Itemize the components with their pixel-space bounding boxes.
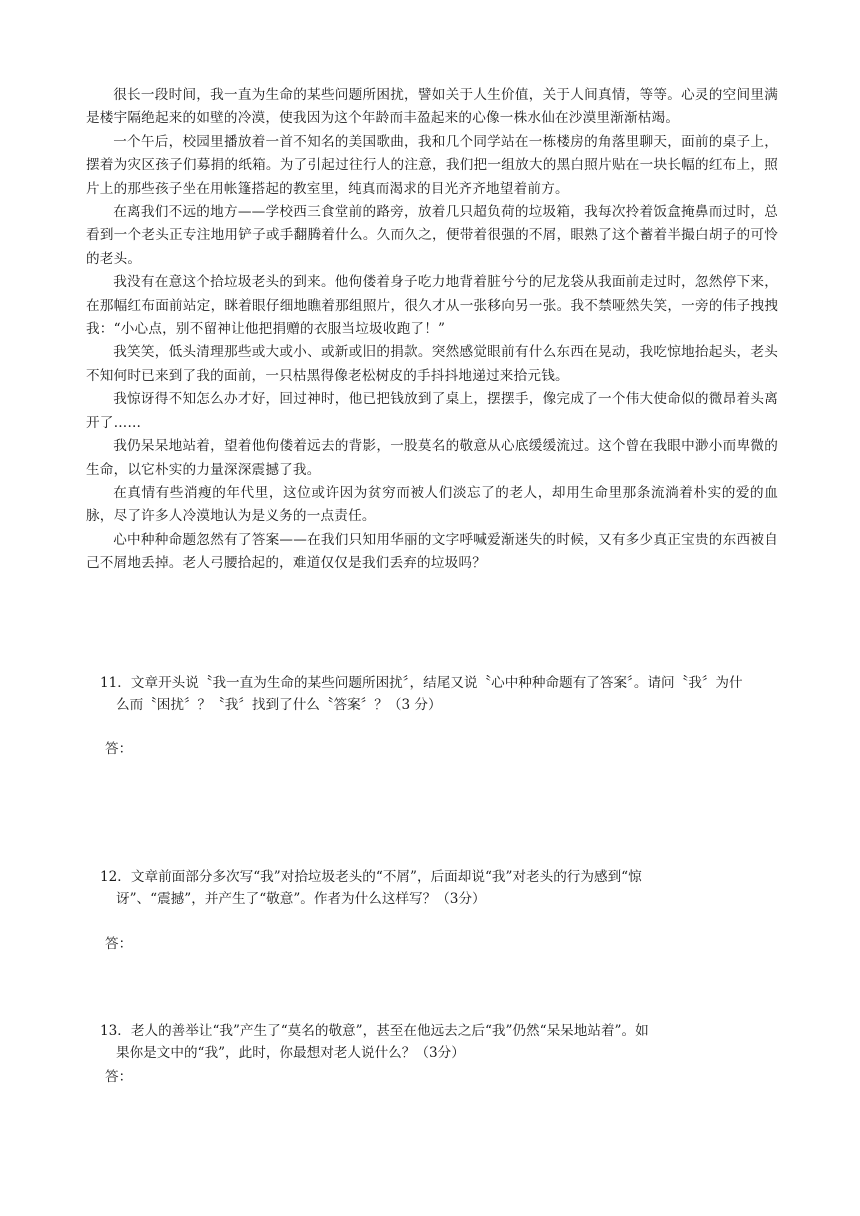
- passage-paragraph: 我惊讶得不知怎么办才好，回过神时，他已把钱放到了桌上，摆摆手，像完成了一个伟大使命似的微昂着头离开了……: [86, 391, 778, 431]
- answer-label: 答：: [105, 1069, 133, 1085]
- reading-passage: [86, 84, 778, 576]
- question-text: 12．文章前面部分多次写“我”对拾垃圾老头的“不屑”，后面却说“我”对老头的行为感到“惊: [100, 869, 642, 885]
- passage-paragraph: 在离我们不远的地方——学校西三食堂前的路旁，放着几只超负荷的垃圾箱，我每次拎着饭盒掩鼻而过时，总看到一个老头正专注地用铲子或手翻腾着什么。久而久之，便带着很强的不屑，眼熟了这个蓄着半撮白胡子的可怜的老头。: [86, 204, 778, 267]
- question-12: [100, 866, 780, 910]
- question-text: 13．老人的善举让“我”产生了“莫名的敬意”，甚至在他远去之后“我”仍然“呆呆地站着”。如: [100, 1023, 649, 1039]
- answer-label: 答：: [105, 741, 133, 757]
- answer-label: 答：: [105, 936, 133, 952]
- passage-paragraph: 我仍呆呆地站着，望着他佝偻着远去的背影，一股莫名的敬意从心底缓缓流过。这个曾在我眼中渺小而卑微的生命，以它朴实的力量深深震撼了我。: [86, 438, 778, 478]
- question-text-continued: 么而〝困扰〞？〝我〞找到了什么〝答案〞？（3 分）: [116, 697, 442, 713]
- passage-paragraph: 在真情有些消瘦的年代里，这位或许因为贫穷而被人们淡忘了的老人，却用生命里那条流淌着朴实的爱的血脉，尽了许多人冷漠地认为是义务的一点责任。: [86, 484, 778, 525]
- question-text: 11．文章开头说〝我一直为生命的某些问题所困扰〞，结尾又说〝心中种种命题有了答案〞。请问〝我〞为什: [100, 675, 743, 691]
- question-11: [100, 672, 780, 716]
- question-text-continued: 果你是文中的“我”，此时，你最想对老人说什么？（3分）: [116, 1045, 465, 1061]
- question-text-continued: 讶”、“震撼”，并产生了“敬意”。作者为什么这样写？（3分）: [116, 891, 486, 907]
- passage-paragraph: 我笑笑，低头清理那些或大或小、或新或旧的捐款。突然感觉眼前有什么东西在晃动，我吃惊地抬起头，老头不知何时已来到了我的面前，一只枯黑得像老松树皮的手抖抖地递过来拾元钱。: [86, 344, 778, 384]
- passage-paragraph: 心中种种命题忽然有了答案——在我们只知用华丽的文字呼喊爱渐迷失的时候，又有多少真正宝贵的东西被自己不屑地丢掉。老人弓腰拾起的，难道仅仅是我们丢弃的垃圾吗？: [86, 531, 778, 572]
- passage-paragraph: 我没有在意这个拾垃圾老头的到来。他佝偻着身子吃力地背着脏兮兮的尼龙袋从我面前走过时，忽然停下来，在那幅红布面前站定，眯着眼仔细地瞧着那组照片，很久才从一张移向另一张。我不禁哑然失笑，一旁的伟子拽拽我：“小心点，别不留神让他把捐赠的衣服当垃圾收跑了！”: [86, 274, 778, 338]
- passage-paragraph: 一个午后，校园里播放着一首不知名的美国歌曲，我和几个同学站在一栋楼房的角落里聊天，面前的桌子上，摆着为灾区孩子们募捐的纸箱。为了引起过往行人的注意，我们把一组放大的黑白照片贴在一块长幅的红布上，照片上的那些孩子坐在用帐篷搭起的教室里，纯真而渴求的目光齐齐地望着前方。: [86, 133, 778, 197]
- passage-paragraph: 很长一段时间，我一直为生命的某些问题所困扰，譬如关于人生价值，关于人间真情，等等。心灵的空间里满是楼宇隔绝起来的如壁的冷漠，使我因为这个年龄而丰盈起来的心像一株水仙在沙漠里渐渐枯竭。: [86, 87, 778, 127]
- question-13: [100, 1020, 780, 1064]
